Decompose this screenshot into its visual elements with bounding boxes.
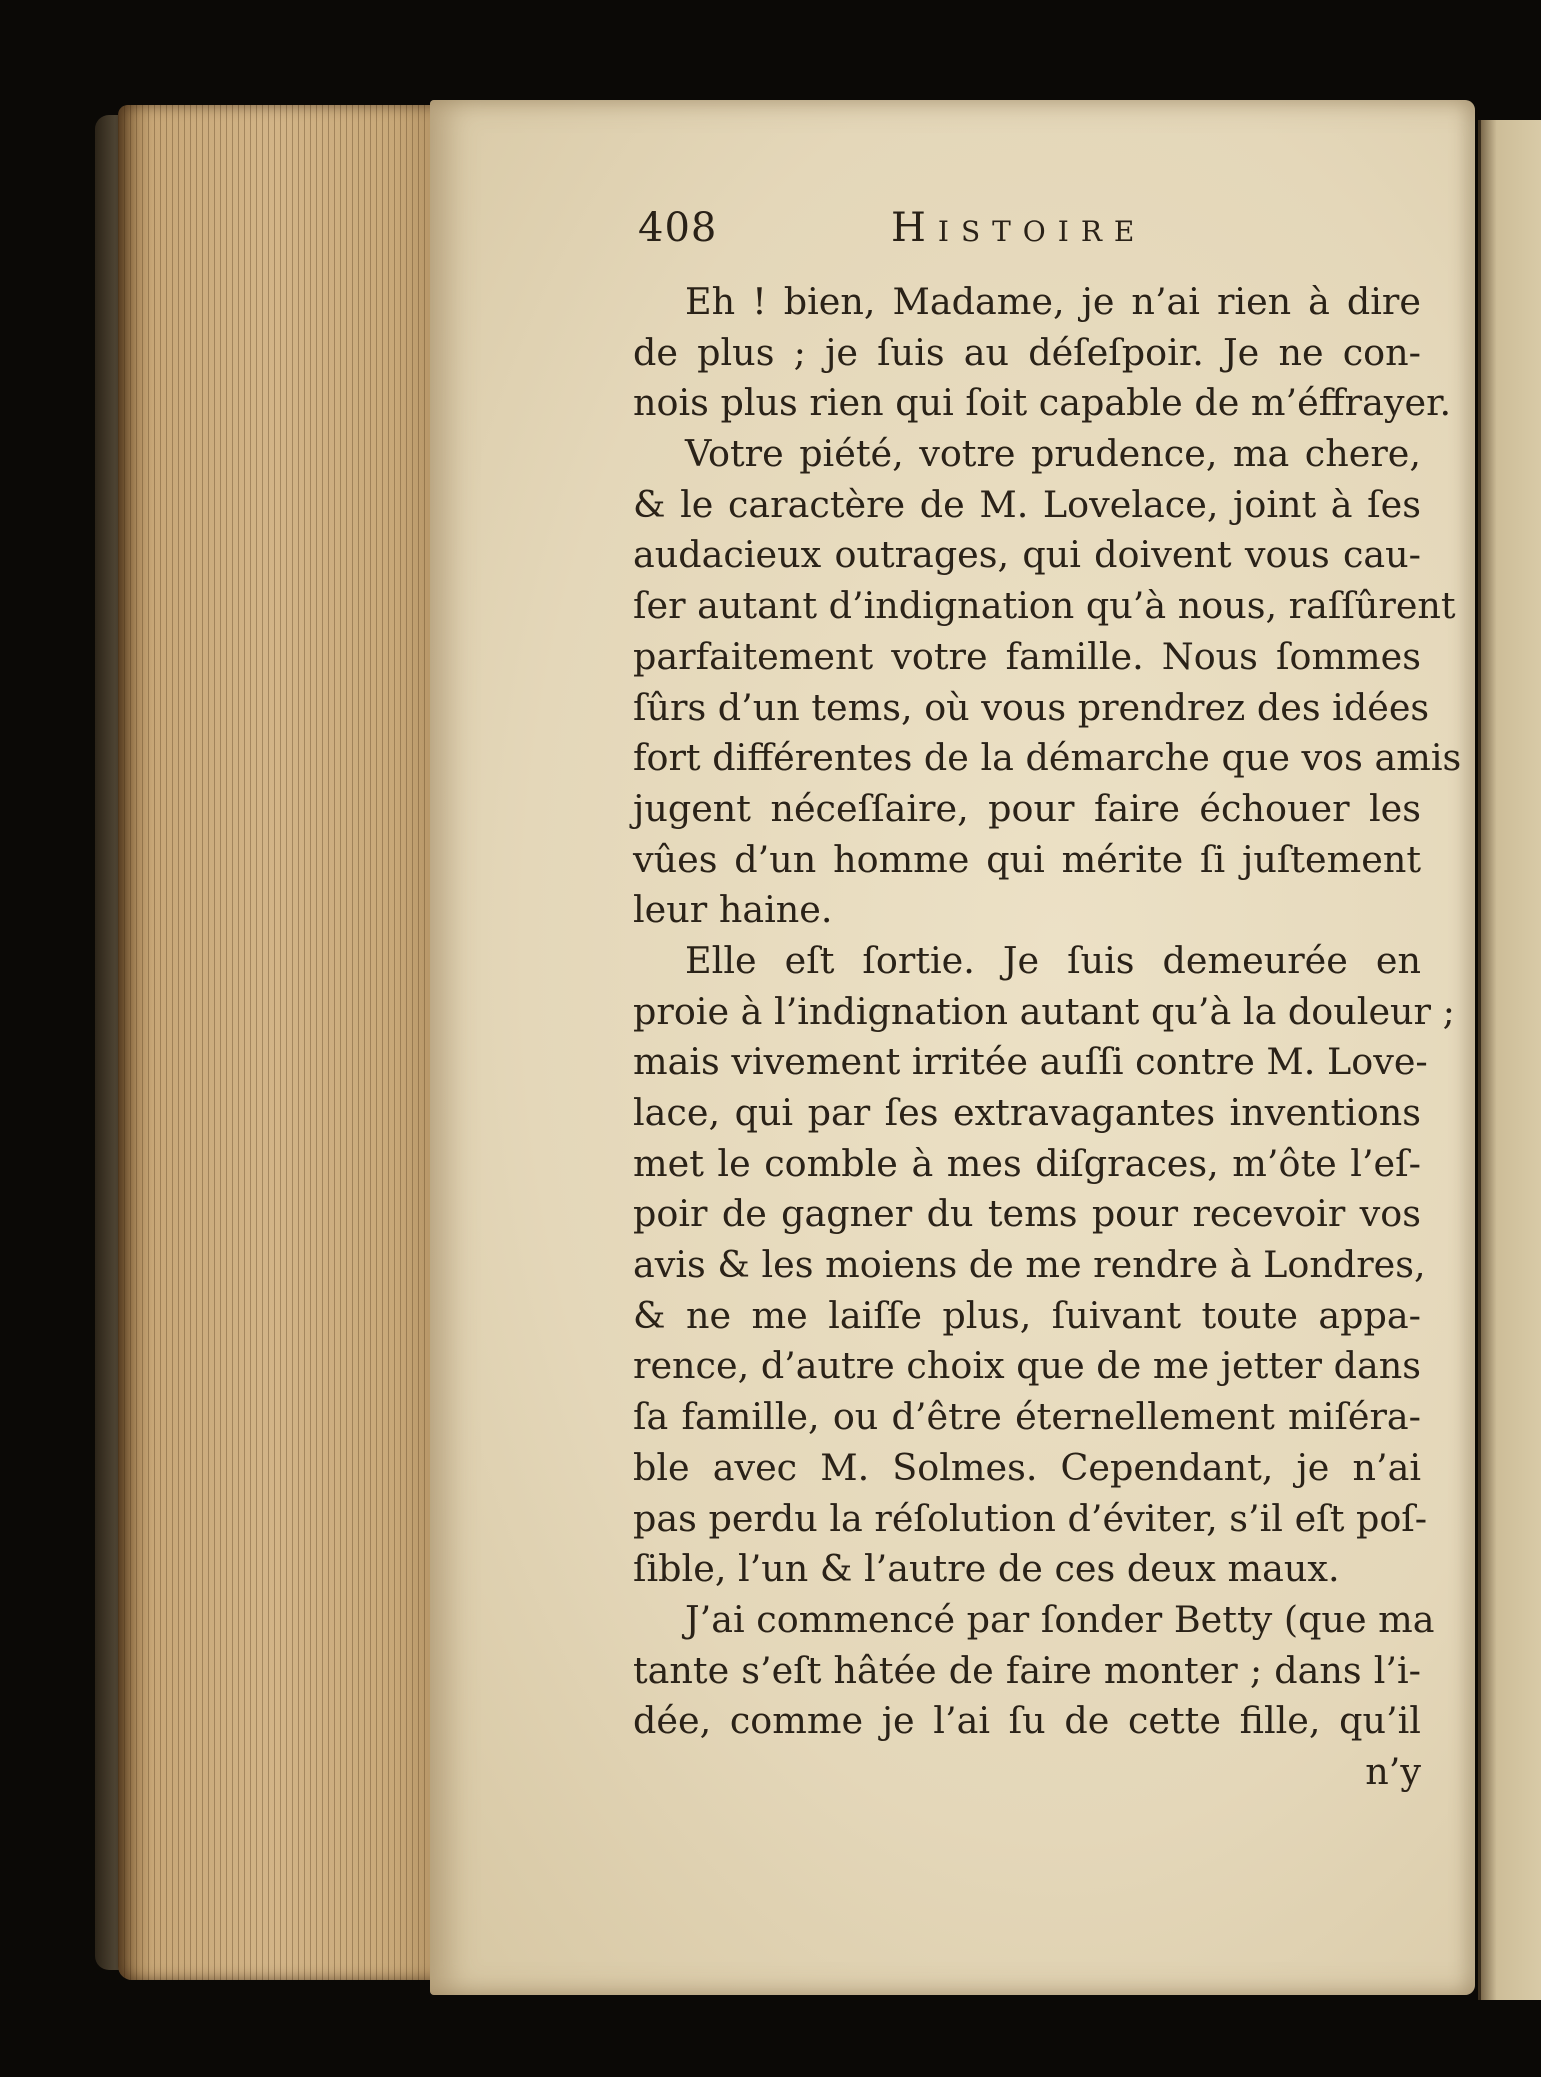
- page-number: 408: [638, 205, 718, 251]
- text-line: ble avec M. Solmes. Cependant, je n’ai: [633, 1445, 1421, 1489]
- text-line: avis & les moiens de me rendre à Londres,: [633, 1243, 1426, 1287]
- catchword: n’y: [1365, 1749, 1421, 1793]
- text-line: nois plus rien qui ſoit capable de m’éffrayer.: [633, 381, 1452, 425]
- text-line: rence, d’autre choix que de me jetter dans: [633, 1344, 1421, 1388]
- text-line: lace, qui par ſes extravagantes inventions: [633, 1091, 1421, 1134]
- next-page-edge: [1478, 120, 1541, 2000]
- text-line: ſible, l’un & l’autre de ces deux maux.: [633, 1547, 1340, 1591]
- text-line: vûes d’un homme qui mérite ſi juſtement: [633, 837, 1421, 881]
- text-line: J’ai commencé par ſonder Betty (que ma: [685, 1597, 1435, 1641]
- text-line: Eh ! bien, Madame, je n’ai rien à dire: [685, 280, 1421, 323]
- text-line: tante s’eſt hâtée de faire monter ; dans l’i-: [633, 1648, 1421, 1692]
- text-line: mais vivement irritée auſſi contre M. Love-: [633, 1040, 1428, 1084]
- text-line: leur haine.: [633, 888, 833, 932]
- text-line: ſûrs d’un tems, où vous prendrez des idées: [633, 685, 1430, 729]
- text-line: de plus ; je ſuis au déſeſpoir. Je ne con-: [633, 330, 1421, 374]
- body-text: [633, 277, 1462, 1798]
- text-line: met le comble à mes diſgraces, m’ôte l’eſ-: [633, 1141, 1421, 1185]
- running-title: Histoire: [891, 205, 1147, 251]
- text-line: parfaitement votre famille. Nous ſommes: [633, 634, 1421, 678]
- text-line: proie à l’indignation autant qu’à la douleur ;: [633, 989, 1455, 1033]
- text-line: pas perdu la réſolution d’éviter, s’il eſt poſ-: [633, 1496, 1428, 1540]
- text-line: Votre piété, votre prudence, ma chere,: [685, 432, 1421, 476]
- text-line: dée, comme je l’ai ſu de cette fille, qu’il: [633, 1699, 1421, 1743]
- text-line: audacieux outrages, qui doivent vous cau-: [633, 533, 1421, 577]
- text-line: & ne me laiſſe plus, ſuivant toute appa-: [633, 1293, 1421, 1337]
- text-line: poir de gagner du tems pour recevoir vos: [633, 1192, 1421, 1236]
- page-edges: [118, 105, 463, 1980]
- text-line: & le caractère de M. Lovelace, joint à ſes: [633, 482, 1421, 526]
- text-line: ſer autant d’indignation qu’à nous, raſſûrent: [633, 584, 1456, 628]
- page-header: [638, 205, 1438, 265]
- text-line: ſa famille, ou d’être éternellement miſéra-: [633, 1395, 1421, 1439]
- text-line: Elle eſt ſortie. Je ſuis demeurée en: [685, 938, 1421, 982]
- text-line: fort différentes de la démarche que vos amis: [633, 736, 1462, 780]
- text-line: jugent néceſſaire, pour faire échouer les: [633, 786, 1421, 830]
